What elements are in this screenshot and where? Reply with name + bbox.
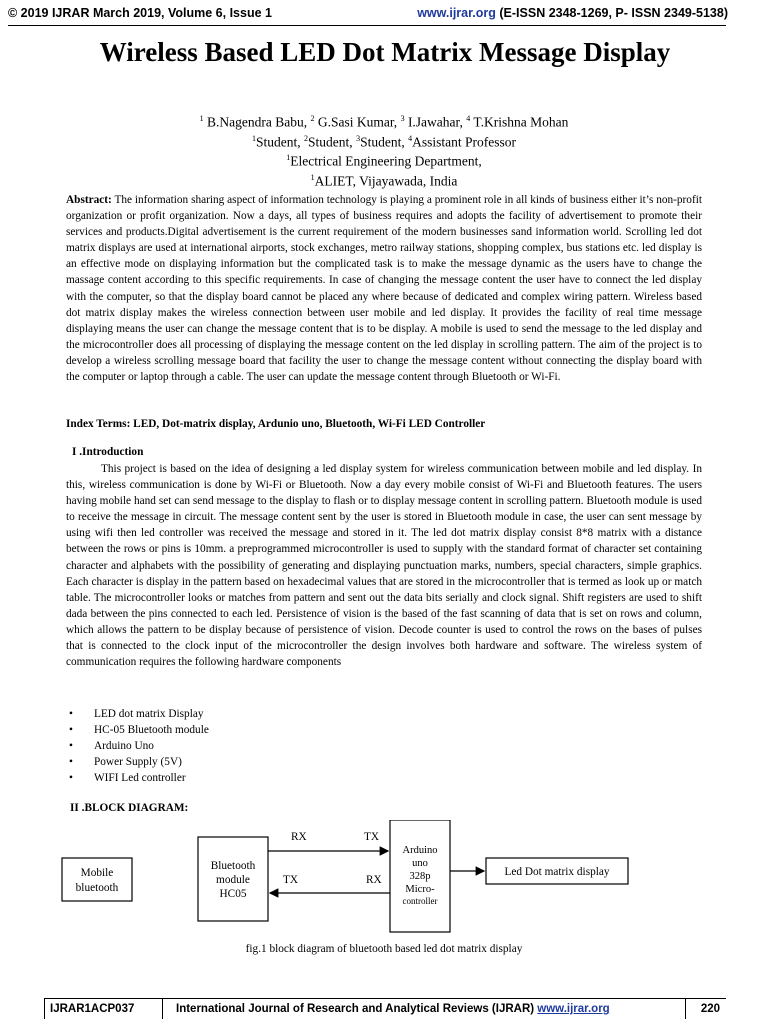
footer-journal: International Journal of Research and Analytical Reviews (IJRAR) www.ijrar.org [176,1003,610,1015]
author-inst: $^1$ALIET, Vijayawada, India [310,172,458,188]
intro-text: This project is based on the idea of designing a led display system for wireless communication between mobile and led display. In this, wireless communication is done by Wi-Fi or Bluetooth. Now a day every mobile consist of Wi-Fi and Bluetooth features. The users having mobile hand set can send message to the display to flash or to display message content in scrolling pattern. Bluetooth module is used to receive the message in circuit. The message content sent by the user is stored in Bluetooth module in case, the user can sent message by using wifi then led controller was received the message and stored in it. The led dot matrix display consist 8*8 matrix with a distance between the rows or pins is 10mm. a preprogrammed microcontroller is used to supply with the standard format of character set containing character and alphabets with the possibility of generating and displaying punctuation marks, numbers, special characters, simple graphics. Each character is display in the pattern based on hexadecimal values that are stored in the microcontroller that is termed as look up or match table. The microcontroller looks or matches from pattern and sent out the data bits serially and clock signal. Shift registers are used to shift dada between the pins connected to each led. Persistence of vision is the based of the fast scanning of data that is set on rows and column, which allows the pattern to be display because of persistence of vision. Decode counter is used to control the rows on the bases of pulses that is connected to the clock input of the microcontroller the design involves both hardware and software. The wireless system of communication requires the following hardware components [66,463,702,669]
header-right [417,6,728,20]
author-dept: $^1$Electrical Engineering Department, [286,153,482,169]
header-copyright: © 2019 IJRAR March 2019, Volume 6, Issue 1 [8,6,272,20]
index-terms-text: : LED, Dot-matrix display, Ardunio uno, Bluetooth, Wi-Fi LED Controller [126,418,486,430]
list-item: • LED dot matrix Display [66,706,209,722]
arduino-label-2: uno [412,858,428,869]
mobile-label-2: bluetooth [75,882,119,894]
author-block [100,111,668,189]
paper-title: Wireless Based LED Dot Matrix Message Display [99,37,671,67]
label-rx-mid: RX [366,874,382,886]
mobile-box [62,858,132,901]
arduino-label-1: Arduino [402,845,438,856]
list-item: • WIFI Led controller [66,770,209,786]
index-terms-label: Index Terms [66,418,127,430]
index-terms [66,416,702,432]
bt-label-2: module [216,874,250,886]
list-item: • HC-05 Bluetooth module [66,722,209,738]
footer-sep-right [685,999,686,1019]
footer-paper-id: IJRAR1ACP037 [50,1003,135,1015]
list-item: • Arduino Uno [66,738,209,754]
block-diagram [0,820,768,940]
footer-divider [44,998,726,999]
component-list [66,706,209,786]
abstract-label: Abstract: [66,194,112,206]
header-divider [8,25,726,26]
abstract-text: The information sharing aspect of information technology is playing a prominent role in all kinds of business either it’s non-profit organization or profit organization. Now a days, all types of business requires and adopts the facility of advertisement to promote their services and products.Digital advertisement is the current requirement of the modern businesses sand information world. Scrolling led dot matrix displays are used at international airports, stock exchanges, metro railway stations, shopping complex, bus stations etc. led display is an effective mode on displaying information but the complicated task is to make the message dynamic as the users have to change the massage content according to this specific requirements. In case of changing the message content the user have to connect the led display with the computer, so that the display board cannot be placed any where because of dedicated and complex wiring pattern. Wireless based dot matrix display makes the wireless connection between user mobile and led display. It provides the facility of real time message displaying means the user can change the message content that is to be display. A mobile is used to send the message to the led display and the microcontroller does all processing of displaying the message content on the led display in scrolling pattern. The aim of the project is to develop a wireless scrolling message board that facility the user to change the message content without connecting the display board with the computer or laptop through a cable. The user can update the message content through Bluetooth or Wi-Fi. [66,194,702,384]
bt-label-1: Bluetooth [210,860,256,872]
mobile-label-1: Mobile [80,867,114,879]
arduino-label-3: 328p [409,871,431,882]
label-tx-mid: TX [283,874,299,886]
author-roles: $^1$Student, $^2$Student, $^3$Student, $^4$Assistant Professor [252,133,516,149]
footer-sep-mid [162,999,163,1019]
bt-label-3: HC05 [219,888,247,900]
author-names: $^1$ B.Nagendra Babu, $^2$ G.Sasi Kumar, $^3$ I.Jawahar, $^4$ T.Krishna Mohan [199,114,569,130]
arduino-label-4: Micro- [405,884,435,895]
abstract [66,192,702,385]
page-number: 220 [700,1003,720,1015]
label-rx-top: RX [291,831,307,843]
intro-heading: I .Introduction [72,446,144,458]
label-tx-top: TX [364,831,380,843]
footer-sep-left [44,999,45,1019]
list-item: • Power Supply (5V) [66,754,209,770]
figure-caption: fig.1 block diagram of bluetooth based led dot matrix display [245,943,523,955]
arduino-label-5: controller [402,896,438,906]
header-url[interactable]: www.ijrar.org [417,6,496,20]
footer-url[interactable]: www.ijrar.org [537,1003,610,1015]
header-issn: (E-ISSN 2348-1269, P- ISSN 2349-5138) [495,6,728,20]
display-label: Led Dot matrix display [504,866,610,878]
block-diagram-heading: II .BLOCK DIAGRAM: [70,802,189,814]
